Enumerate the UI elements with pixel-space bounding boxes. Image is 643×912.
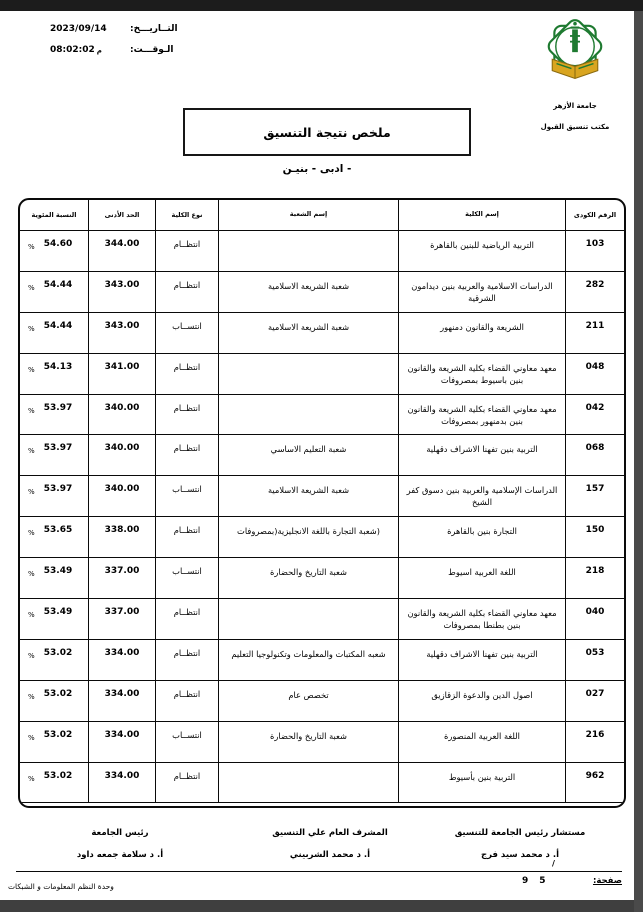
- percent-sign: %: [28, 733, 35, 742]
- signatory-coordination-advisor: [420, 828, 620, 860]
- header-college: إسم الكلية: [398, 200, 565, 230]
- table-row: [20, 763, 624, 804]
- footer-divider: [16, 871, 622, 872]
- report-title-box: [183, 108, 471, 156]
- college-code: 068: [565, 435, 624, 475]
- percent-sign: %: [28, 692, 35, 701]
- college-name: التربية بنين بأسيوط: [398, 763, 565, 803]
- min-score: 334.00: [88, 722, 155, 762]
- percentage-cell: [20, 395, 88, 435]
- branch-name: شعبة التاريخ والحضارة: [218, 722, 398, 762]
- time-am-pm: م: [96, 47, 102, 55]
- enrollment-type: انتســاب: [155, 313, 218, 353]
- percent-sign: %: [28, 243, 35, 251]
- page-separator-slash: /: [552, 859, 555, 868]
- enrollment-type: انتظــام: [155, 681, 218, 721]
- table-body: [20, 231, 624, 803]
- min-score: 340.00: [88, 395, 155, 435]
- percentage-cell: [20, 313, 88, 353]
- time-row: [28, 45, 188, 55]
- percent-sign: %: [28, 529, 35, 538]
- percentage-cell: [20, 599, 88, 639]
- branch-name: [218, 599, 398, 639]
- percent-value: 53.97: [43, 402, 73, 413]
- branch-name: [218, 231, 398, 271]
- table-row: [20, 722, 624, 763]
- percent-value: 53.49: [43, 566, 73, 577]
- signatory-name: أ. د محمد سيد فرج: [480, 850, 560, 860]
- percent-sign: %: [28, 406, 35, 415]
- it-unit-credit: وحدة النظم المعلومات و الشبكات: [8, 882, 114, 891]
- page-current: 5: [539, 876, 546, 886]
- signatory-title: رئيس الجامعة: [91, 828, 149, 838]
- percent-sign: %: [28, 365, 35, 374]
- signatory-general-supervisor: [230, 828, 430, 860]
- branch-name: [218, 395, 398, 435]
- page-numbers: [480, 876, 546, 886]
- college-name: التربية بنين تفهنا الاشراف دقهلية: [398, 640, 565, 680]
- branch-name: شعبه المكتبات والمعلومات وتكنولوجيا التعليم: [218, 640, 398, 680]
- page-label: صفحة:: [592, 876, 622, 886]
- college-code: 103: [565, 231, 624, 271]
- header-type: نوع الكلية: [155, 200, 218, 230]
- enrollment-type: انتســاب: [155, 476, 218, 516]
- table-row: [20, 231, 624, 272]
- enrollment-type: انتظــام: [155, 231, 218, 271]
- min-score: 343.00: [88, 272, 155, 312]
- branch-name: شعبة التعليم الاساسي: [218, 435, 398, 475]
- date-label: التــاريـــخ:: [130, 24, 178, 34]
- enrollment-type: انتظــام: [155, 395, 218, 435]
- college-code: 962: [565, 763, 624, 803]
- time-value-text: 08:02:02: [50, 45, 95, 55]
- table-row: [20, 681, 624, 722]
- percent-value: 53.02: [43, 647, 73, 658]
- branch-name: (شعبة التجارة باللغة الانجليزية(بمصروفات: [218, 517, 398, 557]
- percentage-cell: [20, 640, 88, 680]
- college-name: اصول الدين والدعوة الزقازيق: [398, 681, 565, 721]
- enrollment-type: انتســاب: [155, 722, 218, 762]
- report-title: ملخص نتيجة التنسيق: [263, 124, 391, 140]
- percent-sign: %: [28, 611, 35, 620]
- college-code: 211: [565, 313, 624, 353]
- branch-name: شعبة الشريعة الاسلامية: [218, 313, 398, 353]
- college-name: التجارة بنين بالقاهرة: [398, 517, 565, 557]
- min-score: 334.00: [88, 763, 155, 803]
- college-code: 218: [565, 558, 624, 598]
- enrollment-type: انتظــام: [155, 272, 218, 312]
- college-name: اللغة العربية المنصورة: [398, 722, 565, 762]
- min-score: 334.00: [88, 681, 155, 721]
- branch-name: شعبة التاريخ والحضارة: [218, 558, 398, 598]
- time-label: الـوقـــت:: [130, 45, 174, 55]
- percentage-cell: [20, 558, 88, 598]
- percent-sign: %: [28, 283, 35, 292]
- percent-value: 54.44: [43, 279, 73, 290]
- branch-name: شعبة الشريعة الاسلامية: [218, 476, 398, 516]
- percent-value: 53.97: [43, 443, 73, 454]
- college-name: الدراسات الإسلامية والعربية بنين دسوق كفر الشيخ: [398, 476, 565, 516]
- percentage-cell: [20, 435, 88, 475]
- college-code: 042: [565, 395, 624, 435]
- min-score: 341.00: [88, 354, 155, 394]
- enrollment-type: انتظــام: [155, 640, 218, 680]
- table-row: [20, 640, 624, 681]
- percent-value: 53.02: [43, 770, 73, 781]
- date-row: [28, 24, 188, 34]
- enrollment-type: انتظــام: [155, 763, 218, 803]
- table-row: [20, 435, 624, 476]
- table-row: [20, 354, 624, 395]
- percent-value: 53.02: [43, 729, 73, 740]
- enrollment-type: انتظــام: [155, 599, 218, 639]
- percent-value: 54.44: [43, 320, 73, 331]
- university-name: جامعة الأزهر: [553, 102, 597, 110]
- min-score: 343.00: [88, 313, 155, 353]
- percentage-cell: [20, 763, 88, 803]
- min-score: 337.00: [88, 599, 155, 639]
- min-score: 338.00: [88, 517, 155, 557]
- college-code: 157: [565, 476, 624, 516]
- college-code: 053: [565, 640, 624, 680]
- scan-frame-right: [634, 11, 643, 912]
- header-code: الرقم الكودى: [565, 200, 624, 230]
- scan-frame-bottom: [0, 900, 634, 912]
- signatory-name: أ. د محمد الشربيني: [289, 850, 371, 860]
- enrollment-type: انتظــام: [155, 435, 218, 475]
- header-min-score: الحد الأدنى: [88, 200, 155, 230]
- signatory-university-president: [25, 828, 215, 860]
- header-branch: إسم الشعبة: [218, 200, 398, 230]
- college-name: التربية بنين تفهنا الاشراف دقهلية: [398, 435, 565, 475]
- branch-name: [218, 763, 398, 803]
- min-score: 344.00: [88, 231, 155, 271]
- college-code: 027: [565, 681, 624, 721]
- college-name: التربية الرياضية للبنين بالقاهرة: [398, 231, 565, 271]
- section-subtitle: - ادبى - بنيـن: [282, 163, 352, 175]
- signatory-title: مستشار رئيس الجامعة للتنسيق: [454, 828, 586, 838]
- table-header-row: [20, 200, 624, 231]
- al-azhar-emblem-icon: [539, 18, 611, 92]
- percent-value: 53.97: [43, 484, 73, 495]
- percentage-cell: [20, 517, 88, 557]
- percent-value: 54.13: [43, 361, 73, 372]
- percent-value: 53.02: [43, 688, 73, 699]
- table-row: [20, 313, 624, 354]
- table-row: [20, 272, 624, 313]
- enrollment-type: انتظــام: [155, 354, 218, 394]
- college-code: 048: [565, 354, 624, 394]
- college-code: 040: [565, 599, 624, 639]
- date-value: [50, 24, 130, 34]
- percent-value: 53.65: [43, 525, 73, 536]
- min-score: 340.00: [88, 435, 155, 475]
- percentage-cell: [20, 354, 88, 394]
- college-name: اللغة العربية اسيوط: [398, 558, 565, 598]
- date-time-block: [28, 24, 188, 66]
- college-name: معهد معاوني القضاء بكلية الشريعة والقانون بنين باسيوط بمصروفات: [398, 354, 565, 394]
- enrollment-type: انتســاب: [155, 558, 218, 598]
- percentage-cell: [20, 722, 88, 762]
- date-value-text: 2023/09/14: [50, 24, 107, 34]
- time-value: [50, 45, 130, 55]
- percentage-cell: [20, 272, 88, 312]
- percent-sign: %: [28, 324, 35, 333]
- university-logo-block: [533, 18, 617, 131]
- signatory-name: أ. د سلامة جمعه داود: [76, 850, 164, 860]
- percent-value: 53.49: [43, 607, 73, 618]
- percent-sign: %: [28, 488, 35, 497]
- college-code: 282: [565, 272, 624, 312]
- college-name: معهد معاوني القضاء بكلية الشريعة والقانون بنين بدمنهور بمصروفات: [398, 395, 565, 435]
- percent-value: 54.60: [43, 239, 73, 249]
- percent-sign: %: [28, 651, 35, 660]
- percent-sign: %: [28, 774, 35, 783]
- table-row: [20, 517, 624, 558]
- header-percentage: النسبة المئوية: [31, 211, 77, 219]
- branch-name: تخصص عام: [218, 681, 398, 721]
- page-indicator: [480, 876, 622, 886]
- results-table: [18, 198, 626, 808]
- table-bottom-spacer: [20, 803, 624, 806]
- enrollment-type: انتظــام: [155, 517, 218, 557]
- branch-name: [218, 354, 398, 394]
- min-score: 337.00: [88, 558, 155, 598]
- branch-name: شعبة الشريعة الاسلامية: [218, 272, 398, 312]
- percentage-cell: [20, 681, 88, 721]
- min-score: 334.00: [88, 640, 155, 680]
- table-row: [20, 476, 624, 517]
- min-score: 340.00: [88, 476, 155, 516]
- admission-office-name: مكتب تنسيق القبول: [540, 123, 610, 131]
- scan-frame-top: [0, 0, 643, 11]
- table-row: [20, 599, 624, 640]
- college-code: 216: [565, 722, 624, 762]
- table-row: [20, 395, 624, 436]
- percent-sign: %: [28, 570, 35, 579]
- page-total: 9: [522, 876, 529, 886]
- percentage-cell: [20, 231, 88, 271]
- percent-sign: %: [28, 447, 35, 456]
- college-name: الدراسات الاسلامية والعربية بنين ديدامون الشرقية: [398, 272, 565, 312]
- percentage-cell: [20, 476, 88, 516]
- signatory-title: المشرف العام علي التنسيق: [272, 828, 388, 838]
- college-code: 150: [565, 517, 624, 557]
- college-name: معهد معاوني القضاء بكلية الشريعة والقانون بنين بطنطا بمصروفات: [398, 599, 565, 639]
- college-name: الشريعة والقانون دمنهور: [398, 313, 565, 353]
- table-row: [20, 558, 624, 599]
